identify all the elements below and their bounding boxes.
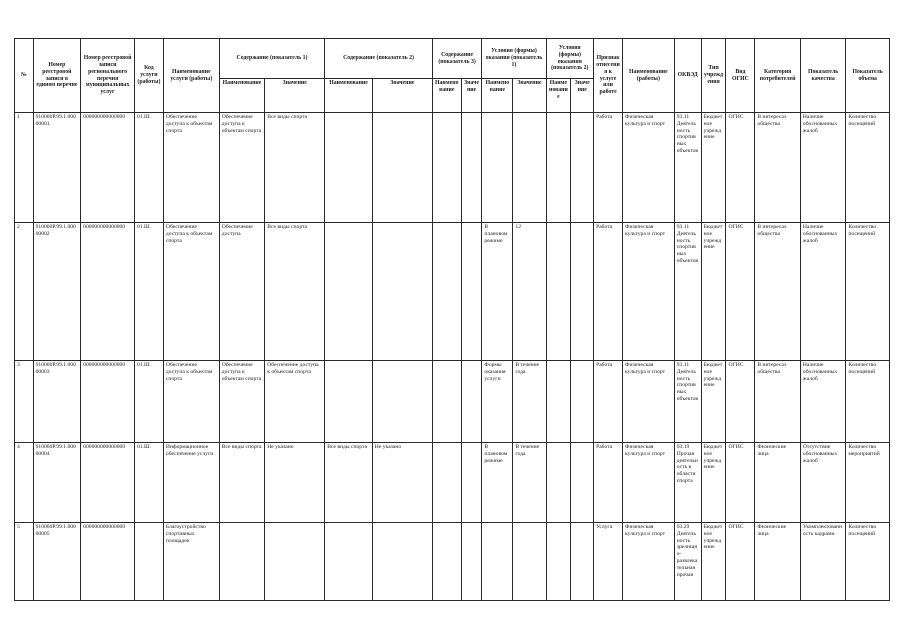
table-row: [15, 113, 890, 223]
cell-code: 01.Ш.: [134, 361, 163, 443]
cell-n: 2: [15, 223, 34, 361]
cell-u2n: [546, 113, 571, 223]
cell-code: 01.Ш.: [134, 443, 163, 523]
cell-reg: 910000P.99.1.00000001: [33, 113, 81, 223]
sub-name: Наименование: [325, 79, 373, 113]
cell-type: Работа: [594, 113, 623, 223]
cell-vol: Количество посещений: [846, 223, 890, 361]
cell-vol: Количество мероприятий: [846, 443, 890, 523]
cell-c2n: [325, 223, 373, 361]
header-row-1: [15, 39, 890, 79]
cell-c2n: [325, 523, 373, 601]
cell-u1n: Формы оказания услуги: [482, 361, 513, 443]
table-row: [15, 223, 890, 361]
cell-u2v: [571, 523, 594, 601]
cell-c2v: [372, 361, 432, 443]
cell-c1v: Не указано: [265, 443, 325, 523]
cell-c1v: Обеспечение доступа к объектам спорта: [265, 361, 325, 443]
sub-value: Значение: [265, 79, 325, 113]
cell-u1v: [513, 113, 546, 223]
sub-value: Значение: [513, 79, 546, 113]
cell-kind: Бюджетное учреждение: [701, 223, 726, 361]
cell-okved: 93.19 Прочая деятельность в области спорта: [674, 443, 701, 523]
sub-value: Значение: [571, 79, 594, 113]
cell-c1n: Обеспечение доступа к объектам спорта: [219, 361, 265, 443]
cell-u2n: [546, 223, 571, 361]
col-reg-num-regional: Номер реестровой записи регионального перечня муниципальных услуг: [81, 39, 135, 113]
cell-c3v: [461, 523, 482, 601]
cell-sphere: Физическая культура и спорт: [623, 223, 675, 361]
cell-reg2: 000000000000000: [81, 223, 135, 361]
col-n: №: [15, 39, 34, 113]
cell-c1n: Обеспечение доступа к объектам спорта: [219, 113, 265, 223]
cell-c2v: Не указано: [372, 443, 432, 523]
col-type: Признак отнесения к услуге или работе: [594, 39, 623, 113]
cell-reg: 910000P.99.1.00000004: [33, 443, 81, 523]
cell-okved: 93.11 Деятельность спортивных объектов: [674, 113, 701, 223]
col-cond2: Условия (формы) оказания (показатель 2): [546, 39, 594, 79]
cell-u1n: [482, 523, 513, 601]
cell-inn: ОГИС: [726, 361, 755, 443]
cell-type: Услуга: [594, 523, 623, 601]
cell-kind: Бюджетное учреждение: [701, 443, 726, 523]
cell-cat: Физические лица: [755, 523, 801, 601]
cell-u1v: В течение года: [513, 443, 546, 523]
cell-inn: ОГИС: [726, 113, 755, 223]
cell-reg2: 000000000000000: [81, 113, 135, 223]
sub-name: Наименование: [546, 79, 571, 113]
cell-cat: В интересах общества: [755, 361, 801, 443]
cell-ind: Укомплектованность кадрами: [800, 523, 846, 601]
cell-inn: ОГИС: [726, 223, 755, 361]
cell-sphere: Физическая культура и спорт: [623, 113, 675, 223]
cell-c2v: [372, 113, 432, 223]
cell-reg: 910000P.99.1.00000002: [33, 223, 81, 361]
cell-sphere: Физическая культура и спорт: [623, 361, 675, 443]
cell-reg2: 000000000000000: [81, 361, 135, 443]
cell-c3v: [461, 113, 482, 223]
cell-n: 5: [15, 523, 34, 601]
sub-name: Наименование: [482, 79, 513, 113]
cell-sphere: Физическая культура и спорт: [623, 443, 675, 523]
cell-u2n: [546, 523, 571, 601]
cell-inn: ОГИС: [726, 443, 755, 523]
cell-cat: В интересах общества: [755, 223, 801, 361]
cell-u2v: [571, 443, 594, 523]
cell-name: Благоустройство спортивных площадок: [163, 523, 219, 601]
col-volume: Показатель объема: [846, 39, 890, 113]
cell-u2v: [571, 223, 594, 361]
cell-ind: Наличие обоснованных жалоб: [800, 223, 846, 361]
cell-code: [134, 523, 163, 601]
table-row: [15, 443, 890, 523]
cell-u1v: В течение года: [513, 361, 546, 443]
cell-vol: Количество посещений: [846, 361, 890, 443]
cell-c1v: Все виды спорта: [265, 113, 325, 223]
cell-vol: Количество посещений: [846, 113, 890, 223]
cell-name: Обеспечение доступа к объектам спорта: [163, 223, 219, 361]
cell-u1v: [513, 523, 546, 601]
cell-ind: Отсутствие обоснованных жалоб: [800, 443, 846, 523]
cell-okved: 93.29 Деятельность зрелищно-развлекательная прочая: [674, 523, 701, 601]
cell-type: Работа: [594, 223, 623, 361]
cell-reg: 910000P.99.1.00000003: [33, 361, 81, 443]
col-category: Категория потребителей: [755, 39, 801, 113]
cell-u1v: 12: [513, 223, 546, 361]
cell-u1n: В плановом режиме: [482, 443, 513, 523]
cell-c1v: [265, 523, 325, 601]
col-sphere: Наименование (работы): [623, 39, 675, 113]
cell-u2n: [546, 443, 571, 523]
col-name: Наименование услуги (работы): [163, 39, 219, 113]
cell-inn: ОГИС: [726, 523, 755, 601]
sub-name: Наименование: [219, 79, 265, 113]
cell-c2v: [372, 523, 432, 601]
cell-reg2: 000000000000000: [81, 443, 135, 523]
cell-kind: Бюджетное учреждение: [701, 523, 726, 601]
cell-u2v: [571, 113, 594, 223]
cell-type: Работа: [594, 443, 623, 523]
sub-name: Наименование: [432, 79, 461, 113]
cell-u1n: В плановом режиме: [482, 223, 513, 361]
cell-c3n: [432, 523, 461, 601]
cell-c3n: [432, 113, 461, 223]
cell-u1n: [482, 113, 513, 223]
sub-value: Значение: [461, 79, 482, 113]
cell-c2n: [325, 361, 373, 443]
col-kind: Тип учреждения: [701, 39, 726, 113]
cell-n: 1: [15, 113, 34, 223]
registry-table: [14, 38, 890, 601]
cell-u2n: [546, 361, 571, 443]
cell-n: 3: [15, 361, 34, 443]
col-content3: Содержание (показатель 3): [432, 39, 482, 79]
cell-okved: 93.11 Деятельность спортивных объектов: [674, 361, 701, 443]
cell-cat: В интересах общества: [755, 113, 801, 223]
cell-ind: Наличие обоснованных жалоб: [800, 361, 846, 443]
col-cond1: Условия (формы) оказания (показатель 1): [482, 39, 546, 79]
cell-c3n: [432, 223, 461, 361]
cell-reg: 910000P.99.1.00000005: [33, 523, 81, 601]
cell-code: 01.Ш.: [134, 113, 163, 223]
cell-c2v: [372, 223, 432, 361]
cell-c1n: Все виды спорта: [219, 443, 265, 523]
cell-c3v: [461, 223, 482, 361]
cell-c1v: Все виды спорта: [265, 223, 325, 361]
cell-reg2: 000000000000000: [81, 523, 135, 601]
cell-ind: Наличие обоснованных жалоб: [800, 113, 846, 223]
sub-value: Значение: [372, 79, 432, 113]
table-row: [15, 523, 890, 601]
cell-c3n: [432, 361, 461, 443]
cell-n: 4: [15, 443, 34, 523]
cell-okved: 93.11 Деятельность спортивных объектов: [674, 223, 701, 361]
cell-type: Работа: [594, 361, 623, 443]
cell-c3v: [461, 443, 482, 523]
cell-vol: Количество посещений: [846, 523, 890, 601]
cell-sphere: Физическая культура и спорт: [623, 523, 675, 601]
cell-name: Информационное обеспечение услуги: [163, 443, 219, 523]
cell-c2n: Все виды спорта: [325, 443, 373, 523]
cell-kind: Бюджетное учреждение: [701, 113, 726, 223]
col-reg-num: Номер реестровой записи в едином перечне: [33, 39, 81, 113]
cell-c3v: [461, 361, 482, 443]
cell-name: Обеспечение доступа к объектам спорта: [163, 361, 219, 443]
col-code: Код услуги (работы): [134, 39, 163, 113]
cell-c3n: [432, 443, 461, 523]
cell-cat: Физические лица: [755, 443, 801, 523]
table-row: [15, 361, 890, 443]
cell-kind: Бюджетное учреждение: [701, 361, 726, 443]
col-content2: Содержание (показатель 2): [325, 39, 433, 79]
cell-name: Обеспечение доступа к объектам спорта: [163, 113, 219, 223]
cell-u2v: [571, 361, 594, 443]
cell-c1n: [219, 523, 265, 601]
cell-c2n: [325, 113, 373, 223]
cell-code: 01.Ш.: [134, 223, 163, 361]
col-content1: Содержание (показатель 1): [219, 39, 324, 79]
col-okved: ОКВЭД: [674, 39, 701, 113]
col-indicator: Показатель качества: [800, 39, 846, 113]
cell-c1n: Обеспечение доступа: [219, 223, 265, 361]
col-inn: Вид ОГИС: [726, 39, 755, 113]
